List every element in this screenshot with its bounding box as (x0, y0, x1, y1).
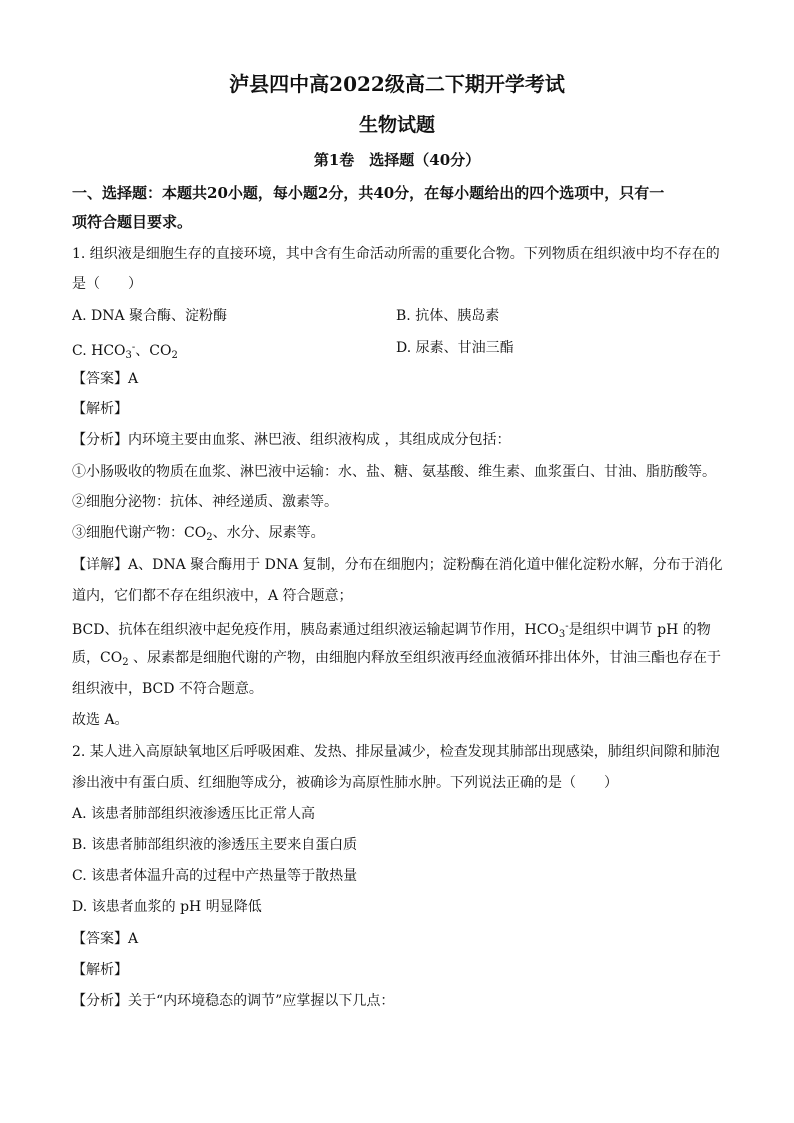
q1-detail-3-text: BCD、抗体在组织液中起免疫作用，胰岛素通过组织液运输起调节作用，HCO (72, 622, 559, 638)
q1-stem-line-1: 1. 组织液是细胞生存的直接环境，其中含有生命活动所需的重要化合物。下列物质在组织液中均不存在的 (72, 246, 720, 262)
subject-title: 生物试题 (358, 114, 435, 136)
q1-detail-line-3 (72, 617, 711, 645)
instructions-line-1: 一、选择题：本题共20小题，每小题2分，共40分，在每小题给出的四个选项中，只有一 (72, 184, 665, 202)
q1-detail-3-subscript: 3 (558, 629, 566, 640)
q1-detail-4-subscript: 2 (122, 657, 129, 668)
q1-detail-line-2: 道内，它们都不存在组织液中，A 符合题意； (72, 588, 353, 604)
q2-analysis-label: 【解析】 (72, 962, 128, 978)
q2-option-a: A. 该患者肺部组织液渗透压比正常人高 (72, 806, 316, 822)
q1-analysis-text: 【分析】内环境主要由血浆、淋巴液、组织液构成 ，其组成成分包括： (72, 432, 511, 448)
q1-analysis-point-3 (72, 523, 325, 548)
q1-option-b: B. 抗体、胰岛素 (396, 308, 500, 324)
q1-detail-3-superscript: - (565, 621, 569, 632)
q1-detail-4-text-2: 、尿素都是细胞代谢的产物，由细胞内释放至组织液再经血液循环排出体外，甘油三酯也存在于 (128, 650, 722, 666)
q2-option-d: D. 该患者血浆的 pH 明显降低 (72, 899, 262, 915)
q1-option-a: A. DNA 聚合酶、淀粉酶 (72, 308, 228, 324)
section-title: 第1卷 选择题（40分） (313, 151, 481, 169)
q1-option-c-superscript: - (131, 342, 136, 353)
q1-option-c-subscript-2: 2 (171, 350, 178, 361)
q1-point-3-text-2: 、水分、尿素等。 (212, 525, 325, 541)
q1-analysis-label: 【解析】 (72, 401, 128, 417)
q2-stem-line-2: 渗出液中有蛋白质、红细胞等成分，被确诊为高原性肺水肿。下列说法正确的是（ ） (72, 775, 618, 791)
q1-stem-line-2: 是（ ） (72, 276, 142, 292)
q1-option-d: D. 尿素、甘油三酯 (396, 340, 514, 356)
q1-option-c-text: C. HCO (72, 343, 126, 359)
q2-stem-line-1: 2. 某人进入高原缺氧地区后呼吸困难、发热、排尿量减少，检查发现其肺部出现感染，肺组织间隙和肺泡 (72, 744, 720, 760)
q1-detail-3-text-2: 是组织中调节 pH 的物 (568, 622, 711, 638)
q1-option-c (72, 338, 178, 366)
q1-option-c-subscript: 3 (125, 350, 132, 361)
q1-detail-4-text: 质，CO (72, 650, 123, 666)
q1-analysis-point-2: ②细胞分泌物：抗体、神经递质、激素等。 (72, 494, 338, 510)
q1-detail-line-4 (72, 648, 721, 673)
q1-answer: 【答案】A (72, 371, 139, 387)
q1-option-c-text-2: 、CO (135, 343, 172, 359)
q1-detail-line-1: 【详解】A、DNA 聚合酶用于 DNA 复制，分布在细胞内；淀粉酶在消化道中催化淀粉水解，分布于消化 (72, 557, 723, 573)
q1-point-3-subscript: 2 (206, 532, 213, 543)
q1-detail-line-5: 组织液中，BCD 不符合题意。 (72, 681, 263, 697)
instructions-line-2: 项符合题目要求。 (72, 213, 193, 231)
q2-analysis-text: 【分析】关于“内环境稳态的调节”应掌握以下几点： (72, 993, 395, 1009)
q1-conclusion: 故选 A。 (72, 712, 129, 728)
q2-option-c: C. 该患者体温升高的过程中产热量等于散热量 (72, 868, 358, 884)
q2-option-b: B. 该患者肺部组织液的渗透压主要来自蛋白质 (72, 837, 358, 853)
exam-title: 泸县四中高2022级高二下期开学考试 (229, 72, 565, 96)
q2-answer: 【答案】A (72, 931, 139, 947)
q1-point-3-text: ③细胞代谢产物：CO (72, 525, 207, 541)
q1-analysis-point-1: ①小肠吸收的物质在血浆、淋巴液中运输：水、盐、糖、氨基酸、维生素、血浆蛋白、甘油、脂肪酸等。 (72, 464, 716, 480)
